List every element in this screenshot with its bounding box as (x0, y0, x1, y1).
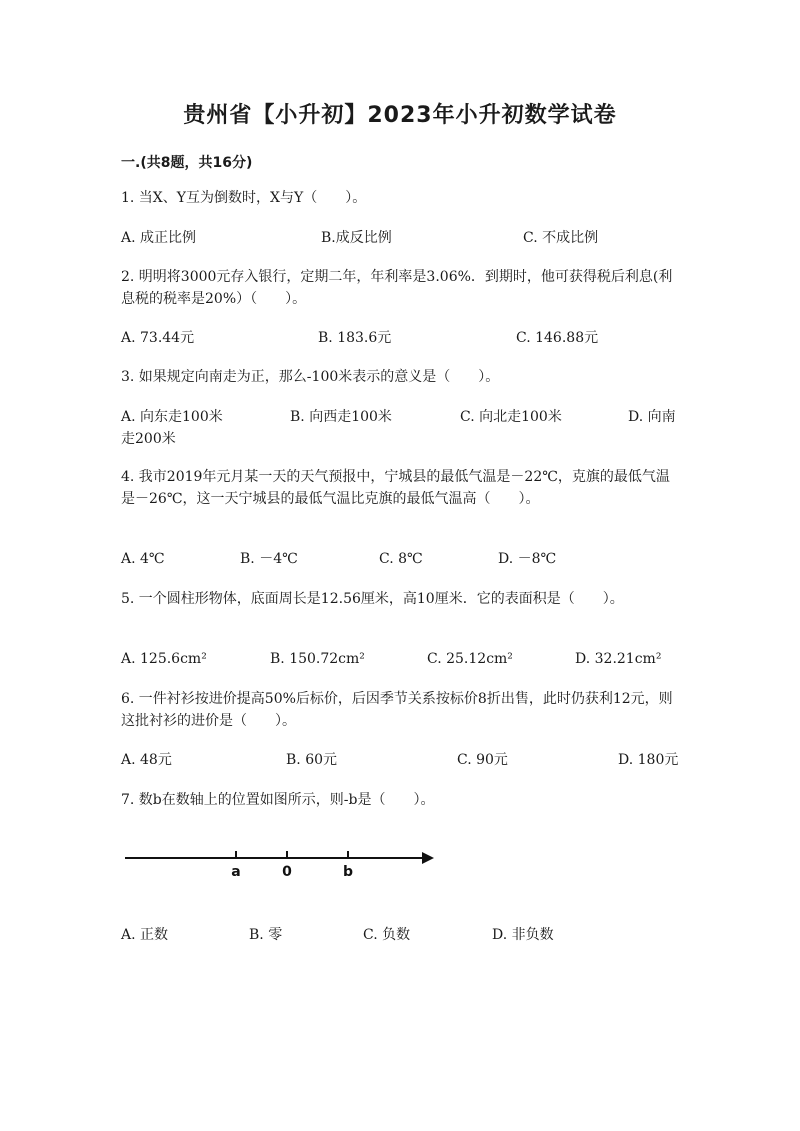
question-1-option-a: A. 成正比例 (121, 230, 197, 246)
question-3-option-a: A. 向东走100米 (121, 409, 223, 425)
section-heading: 一.(共8题，共16分) (121, 155, 253, 171)
question-6-option-c: C. 90元 (457, 752, 508, 768)
question-5-option-b: B. 150.72cm² (270, 651, 365, 667)
question-6-option-b: B. 60元 (286, 752, 338, 768)
question-2-option-a: A. 73.44元 (121, 330, 195, 346)
label-b: b (342, 864, 354, 880)
question-1-stem: 1. 当X、Y互为倒数时，X与Y（ ）。 (121, 190, 367, 206)
question-7-option-a: A. 正数 (121, 927, 169, 943)
question-4-option-c: C. 8℃ (379, 551, 423, 567)
question-5-option-a: A. 125.6cm² (121, 651, 207, 667)
question-2-stem: 2. 明明将3000元存入银行，定期二年，年利率是3.06%．到期时，他可获得税后利息(利息税的税率是20%）（ ）。 (121, 269, 673, 307)
page-title: 贵州省【小升初】2023年小升初数学试卷 (183, 103, 617, 128)
question-6-stem: 6. 一件衬衫按进价提高50%后标价，后因季节关系按标价8折出售，此时仍获利12元，则这批衬衫的进价是（ ）。 (121, 691, 673, 729)
question-5-option-d: D. 32.21cm² (575, 651, 662, 667)
question-3-option-d: D. 向南走200米 (121, 409, 676, 447)
label-a: a (231, 864, 241, 880)
question-6-option-d: D. 180元 (618, 752, 679, 768)
number-line-arrowhead (422, 852, 434, 864)
question-7-option-c: C. 负数 (363, 927, 411, 943)
question-7-stem: 7. 数b在数轴上的位置如图所示，则-b是（ ）。 (121, 792, 435, 808)
question-2-option-b: B. 183.6元 (318, 330, 392, 346)
question-2-option-c: C. 146.88元 (516, 330, 599, 346)
label-zero: 0 (282, 864, 292, 880)
question-3-option-b: B. 向西走100米 (290, 409, 392, 425)
question-1-option-b: B.成反比例 (321, 230, 392, 246)
question-1-option-c: C. 不成比例 (523, 230, 599, 246)
question-6-option-a: A. 48元 (121, 752, 172, 768)
number-line-svg (120, 840, 450, 890)
number-line-figure (120, 840, 450, 890)
question-5-option-c: C. 25.12cm² (427, 651, 513, 667)
question-7-option-d: D. 非负数 (492, 927, 554, 943)
question-4-option-a: A. 4℃ (121, 551, 165, 567)
question-4-option-b: B. －4℃ (240, 551, 298, 567)
question-4-option-d: D. －8℃ (498, 551, 557, 567)
question-3-option-c: C. 向北走100米 (460, 409, 562, 425)
question-5-stem: 5. 一个圆柱形物体，底面周长是12.56厘米，高10厘米．它的表面积是（ ）。 (121, 591, 624, 607)
question-7-option-b: B. 零 (249, 927, 283, 943)
question-4-stem: 4. 我市2019年元月某一天的天气预报中，宁城县的最低气温是－22℃，克旗的最低气温是－26℃，这一天宁城县的最低气温比克旗的最低气温高（ ）。 (121, 469, 670, 507)
question-3-stem: 3. 如果规定向南走为正，那么-100米表示的意义是（ ）。 (121, 369, 500, 385)
